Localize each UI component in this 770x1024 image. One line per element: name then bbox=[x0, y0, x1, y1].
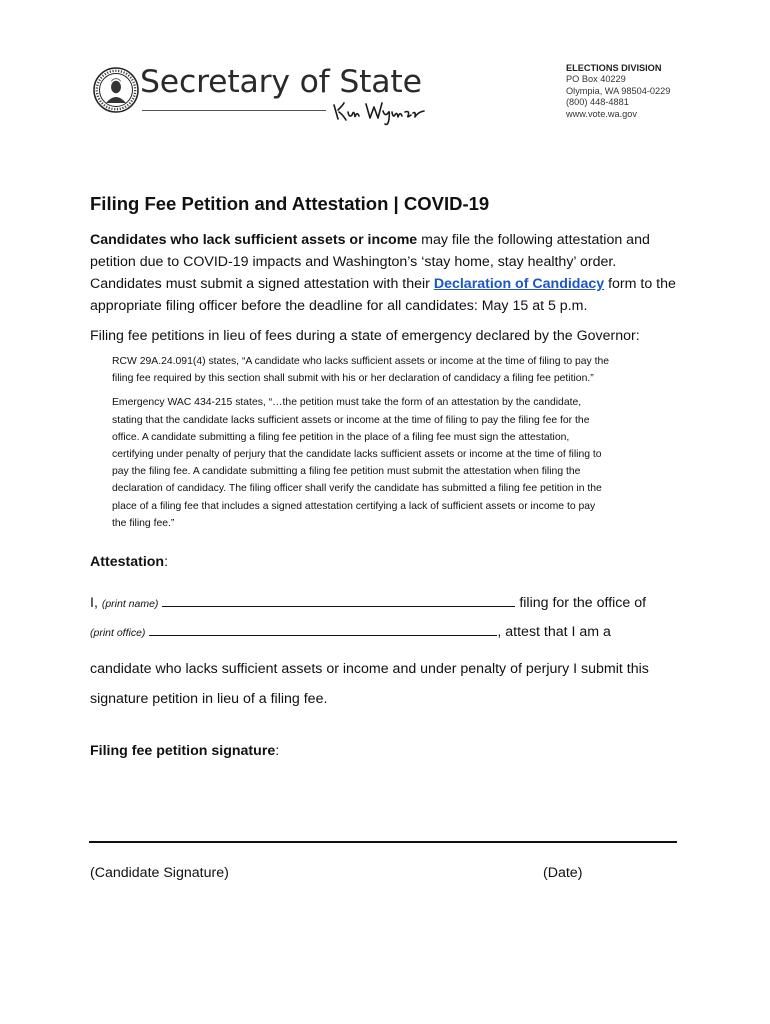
kim-wyman-signature-logo bbox=[328, 95, 428, 127]
subheading: Filing fee petitions in lieu of fees during a state of emergency declared by the Governor: bbox=[90, 328, 640, 344]
secretary-of-state-wordmark: Secretary of State bbox=[140, 64, 422, 100]
declaration-of-candidacy-link[interactable]: Declaration of Candidacy bbox=[433, 276, 605, 292]
print-name-label: (print name) bbox=[101, 598, 159, 611]
attestation-statement-line-1: candidate who lacks sufficient assets or income and under penalty of perjury I submit this bbox=[90, 661, 649, 678]
candidate-signature-label: (Candidate Signature) bbox=[90, 865, 229, 881]
date-label: (Date) bbox=[543, 865, 583, 881]
division-title: ELECTIONS DIVISION bbox=[566, 63, 662, 73]
pronoun-i: I, bbox=[90, 595, 102, 612]
print-office-label: (print office) bbox=[90, 627, 146, 640]
po-box: PO Box 40229 bbox=[566, 74, 626, 85]
attestation-heading bbox=[90, 551, 690, 573]
phone-number: (800) 448-4881 bbox=[566, 97, 629, 108]
office-text: filing for the office of bbox=[515, 595, 647, 612]
signature-heading-text: Filing fee petition signature bbox=[90, 743, 276, 760]
intro-bold-lead: Candidates who lack sufficient assets or income bbox=[90, 232, 418, 248]
intro-text-2: form to the appropriate filing officer before the deadline for all candidates: May 15 at 5 p.m. bbox=[90, 276, 676, 314]
attestation-heading-text: Attestation bbox=[90, 554, 165, 571]
signature-heading bbox=[90, 740, 690, 762]
elections-division-address bbox=[566, 63, 670, 120]
print-office-field[interactable] bbox=[149, 621, 497, 636]
wordmark-rule bbox=[142, 110, 326, 111]
website: www.vote.wa.gov bbox=[566, 108, 637, 119]
signature-line[interactable] bbox=[89, 841, 677, 843]
print-name-row bbox=[90, 592, 690, 615]
page-title: Filing Fee Petition and Attestation | COVID-19 bbox=[90, 193, 490, 214]
print-office-row bbox=[90, 621, 690, 644]
attestation-heading-colon: : bbox=[164, 554, 169, 571]
intro-paragraph bbox=[90, 229, 690, 317]
print-name-field[interactable] bbox=[162, 592, 515, 607]
wac-quote: Emergency WAC 434-215 states, “…the petition must take the form of an attestation by the candidate, stating that the candidate lacks sufficient assets or income at the time of filing to pay the filing fee for the office. A candidate submitting a filing fee petition in the place of a filing fee must sign the attestation, certifying under penalty of perjury that the candidate lacks sufficient assets or income at the time of filing to pay the filing fee. A candidate submitting a filing fee petition must submit the attestation when filing the declaration of candidacy. The filing officer shall verify the candidate has submitted a filing fee petition in the place of a filing fee that includes a signed attestation certifying a lack of sufficient assets or income to pay the filing fee.” bbox=[112, 397, 602, 529]
city-state-zip: Olympia, WA 98504-0229 bbox=[566, 85, 671, 96]
intro-text-1: may file the following attestation and petition due to COVID-19 impacts and Washington’s ‘stay home, stay healthy’ order. Candidates must submit a signed attestation with their bbox=[90, 232, 650, 292]
document-body bbox=[90, 190, 690, 762]
attestation-statement-line-2: signature petition in lieu of a filing fee. bbox=[90, 691, 328, 708]
state-seal-icon bbox=[93, 67, 139, 113]
attest-text: , attest that I am a bbox=[497, 624, 611, 641]
rcw-quote: RCW 29A.24.091(4) states, “A candidate who lacks sufficient assets or income at the time of filing to pay the filing fee required by this section shall submit with his or her declaration of candidacy a filing fee petition.” bbox=[112, 356, 610, 385]
signature-heading-colon: : bbox=[275, 743, 280, 760]
